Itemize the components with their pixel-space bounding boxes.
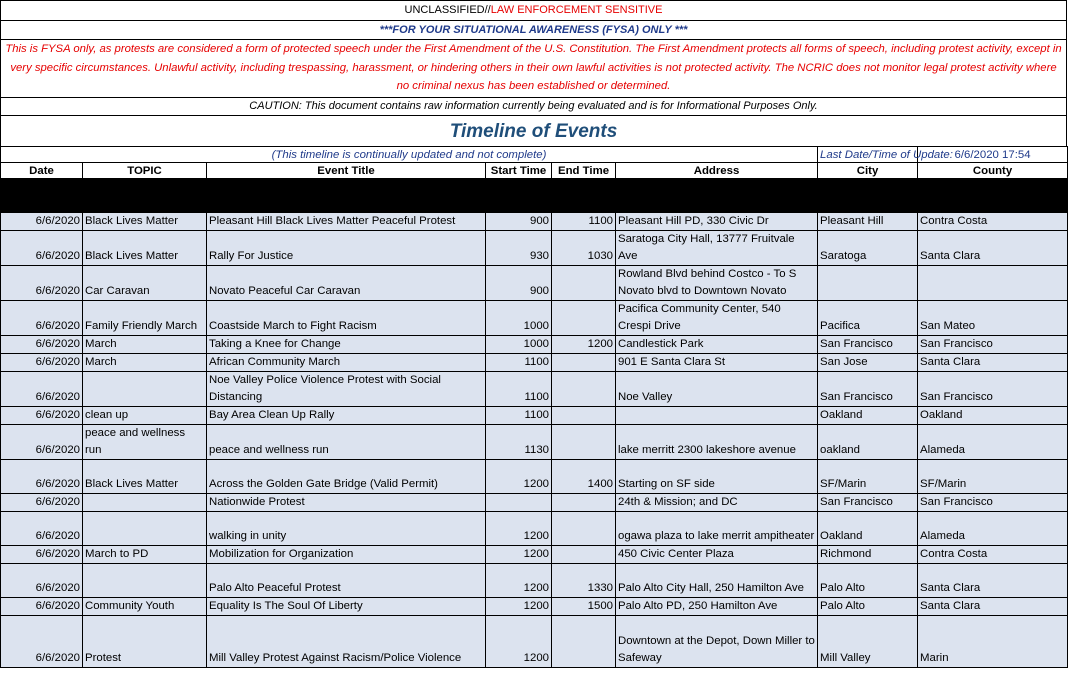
cell-start-time: 1200 [486, 512, 552, 546]
cell-start-time: 1100 [486, 407, 552, 425]
cell-end-time: 1200 [552, 336, 616, 354]
cell-address: Palo Alto City Hall, 250 Hamilton Ave [616, 564, 818, 598]
cell-end-time [552, 546, 616, 564]
classification-banner [0, 0, 1067, 20]
cell-start-time: 1200 [486, 546, 552, 564]
cell-date: 6/6/2020 [1, 494, 83, 512]
col-header-city: City [818, 163, 918, 179]
cell-end-time [552, 354, 616, 372]
cell-event-title: Mobilization for Organization [207, 546, 486, 564]
cell-address: Saratoga City Hall, 13777 Fruitvale Ave [616, 231, 818, 266]
cell-date: 6/6/2020 [1, 213, 83, 231]
cell-address: Candlestick Park [616, 336, 818, 354]
table-row [1, 546, 1068, 564]
cell-event-title: Mill Valley Protest Against Racism/Police Violence [207, 616, 486, 668]
cell-county: Contra Costa [918, 546, 1068, 564]
cell-date: 6/6/2020 [1, 546, 83, 564]
table-row [1, 354, 1068, 372]
cell-city: Saratoga [818, 231, 918, 266]
cell-city: Mill Valley [818, 616, 918, 668]
table-row [1, 564, 1068, 598]
cell-city: Richmond [818, 546, 918, 564]
cell-event-title: Nationwide Protest [207, 494, 486, 512]
cell-address: Palo Alto PD, 250 Hamilton Ave [616, 598, 818, 616]
cell-city: Oakland [818, 512, 918, 546]
cell-end-time: 1500 [552, 598, 616, 616]
cell-event-title: Coastside March to Fight Racism [207, 301, 486, 336]
cell-city: Palo Alto [818, 598, 918, 616]
cell-county: Oakland [918, 407, 1068, 425]
cell-topic: Family Friendly March [83, 301, 207, 336]
cell-address: 24th & Mission; and DC [616, 494, 818, 512]
cell-city: Palo Alto [818, 564, 918, 598]
cell-address: lake merritt 2300 lakeshore avenue [616, 425, 818, 460]
cell-date: 6/6/2020 [1, 460, 83, 494]
table-row [1, 460, 1068, 494]
cell-county: San Francisco [918, 336, 1068, 354]
cell-start-time: 1200 [486, 564, 552, 598]
cell-city: Pleasant Hill [818, 213, 918, 231]
cell-topic: clean up [83, 407, 207, 425]
cell-address: Pleasant Hill PD, 330 Civic Dr [616, 213, 818, 231]
cell-event-title: Taking a Knee for Change [207, 336, 486, 354]
cell-address: Noe Valley [616, 372, 818, 407]
cell-county: Santa Clara [918, 354, 1068, 372]
cell-topic: Black Lives Matter [83, 231, 207, 266]
cell-topic: Black Lives Matter [83, 460, 207, 494]
cell-start-time: 1200 [486, 616, 552, 668]
cell-city: San Francisco [818, 372, 918, 407]
cell-start-time: 1000 [486, 301, 552, 336]
cell-end-time: 1100 [552, 213, 616, 231]
cell-city: San Jose [818, 354, 918, 372]
cell-city [818, 266, 918, 301]
cell-county: San Mateo [918, 301, 1068, 336]
cell-end-time [552, 494, 616, 512]
cell-date: 6/6/2020 [1, 301, 83, 336]
cell-event-title: Bay Area Clean Up Rally [207, 407, 486, 425]
last-update-label: Last Date/Time of Update: [818, 147, 918, 163]
cell-county: Contra Costa [918, 213, 1068, 231]
cell-address: Downtown at the Depot, Down Miller to Safeway [616, 616, 818, 668]
cell-event-title: Equality Is The Soul Of Liberty [207, 598, 486, 616]
col-header-topic: TOPIC [83, 163, 207, 179]
redacted-row [1, 179, 1068, 213]
cell-date: 6/6/2020 [1, 231, 83, 266]
cell-start-time: 1100 [486, 372, 552, 407]
cell-county: Alameda [918, 425, 1068, 460]
cell-start-time: 930 [486, 231, 552, 266]
cell-county: Santa Clara [918, 564, 1068, 598]
cell-start-time: 1200 [486, 460, 552, 494]
cell-end-time [552, 425, 616, 460]
last-update-value: 6/6/2020 17:54 [918, 147, 1068, 163]
timeline-meta-row [1, 147, 1068, 163]
cell-date: 6/6/2020 [1, 616, 83, 668]
cell-city: Pacifica [818, 301, 918, 336]
cell-topic: Protest [83, 616, 207, 668]
cell-city: San Francisco [818, 494, 918, 512]
cell-end-time: 1030 [552, 231, 616, 266]
cell-date: 6/6/2020 [1, 407, 83, 425]
cell-address: Pacifica Community Center, 540 Crespi Drive [616, 301, 818, 336]
cell-date: 6/6/2020 [1, 372, 83, 407]
cell-event-title: walking in unity [207, 512, 486, 546]
cell-city: oakland [818, 425, 918, 460]
cell-county: Alameda [918, 512, 1068, 546]
col-header-county: County [918, 163, 1068, 179]
table-row [1, 598, 1068, 616]
cell-city: San Francisco [818, 336, 918, 354]
cell-county: San Francisco [918, 494, 1068, 512]
fysa-title: ***FOR YOUR SITUATIONAL AWARENESS (FYSA) ONLY *** [0, 20, 1067, 39]
cell-topic [83, 494, 207, 512]
table-row [1, 231, 1068, 266]
cell-address [616, 407, 818, 425]
cell-start-time: 1200 [486, 598, 552, 616]
redaction-bar [1, 179, 1068, 213]
table-row [1, 372, 1068, 407]
cell-end-time [552, 266, 616, 301]
cell-date: 6/6/2020 [1, 512, 83, 546]
cell-county: San Francisco [918, 372, 1068, 407]
cell-start-time: 1000 [486, 336, 552, 354]
cell-end-time [552, 407, 616, 425]
cell-event-title: African Community March [207, 354, 486, 372]
cell-event-title: Novato Peaceful Car Caravan [207, 266, 486, 301]
cell-end-time: 1400 [552, 460, 616, 494]
cell-topic: Car Caravan [83, 266, 207, 301]
cell-event-title: Noe Valley Police Violence Protest with Social Distancing [207, 372, 486, 407]
cell-topic: March to PD [83, 546, 207, 564]
cell-event-title: Palo Alto Peaceful Protest [207, 564, 486, 598]
page-title: Timeline of Events [0, 115, 1067, 146]
table-row [1, 336, 1068, 354]
cell-start-time: 900 [486, 213, 552, 231]
cell-address: Starting on SF side [616, 460, 818, 494]
cell-county: Marin [918, 616, 1068, 668]
col-header-end-time: End Time [552, 163, 616, 179]
cell-event-title: Across the Golden Gate Bridge (Valid Permit) [207, 460, 486, 494]
table-row [1, 425, 1068, 460]
col-header-start-time: Start Time [486, 163, 552, 179]
table-row [1, 512, 1068, 546]
cell-city: Oakland [818, 407, 918, 425]
cell-event-title: peace and wellness run [207, 425, 486, 460]
cell-topic [83, 512, 207, 546]
cell-date: 6/6/2020 [1, 266, 83, 301]
cell-event-title: Pleasant Hill Black Lives Matter Peaceful Protest [207, 213, 486, 231]
cell-topic: March [83, 336, 207, 354]
table-row [1, 494, 1068, 512]
cell-topic [83, 564, 207, 598]
cell-address: ogawa plaza to lake merrit ampitheater [616, 512, 818, 546]
cell-date: 6/6/2020 [1, 598, 83, 616]
cell-topic: Community Youth [83, 598, 207, 616]
cell-event-title: Rally For Justice [207, 231, 486, 266]
cell-start-time: 900 [486, 266, 552, 301]
cell-county: Santa Clara [918, 598, 1068, 616]
classification-prefix: UNCLASSIFIED// [404, 4, 491, 16]
cell-end-time [552, 301, 616, 336]
cell-topic: March [83, 354, 207, 372]
cell-topic: Black Lives Matter [83, 213, 207, 231]
timeline-note: (This timeline is continually updated and not complete) [1, 147, 818, 163]
cell-topic [83, 372, 207, 407]
cell-end-time [552, 512, 616, 546]
caution-note: CAUTION: This document contains raw information currently being evaluated and is for Informational Purposes Only. [0, 97, 1067, 115]
cell-date: 6/6/2020 [1, 425, 83, 460]
cell-county: SF/Marin [918, 460, 1068, 494]
col-header-event-title: Event Title [207, 163, 486, 179]
cell-end-time [552, 616, 616, 668]
cell-date: 6/6/2020 [1, 336, 83, 354]
cell-start-time: 1130 [486, 425, 552, 460]
cell-city: SF/Marin [818, 460, 918, 494]
cell-end-time: 1330 [552, 564, 616, 598]
fysa-disclaimer: This is FYSA only, as protests are considered a form of protected speech under the First Amendment of the U.S. Constitution. The First Amendment protects all forms of speech, including protest activity, except in very specific circumstances. Unlawful activity, including trespassing, harassment, or hindering others in their own lawful activities is not protected activity. The NCRIC does not monitor legal protest activity where no criminal nexus has been established or determined. [0, 39, 1067, 97]
col-header-address: Address [616, 163, 818, 179]
cell-start-time: 1100 [486, 354, 552, 372]
col-header-date: Date [1, 163, 83, 179]
table-row [1, 266, 1068, 301]
events-table [0, 146, 1068, 668]
cell-address: Rowland Blvd behind Costco - To S Novato blvd to Downtown Novato [616, 266, 818, 301]
table-header-row [1, 163, 1068, 179]
cell-end-time [552, 372, 616, 407]
table-row [1, 407, 1068, 425]
classification-label: LAW ENFORCEMENT SENSITIVE [490, 4, 663, 16]
table-row [1, 213, 1068, 231]
cell-county [918, 266, 1068, 301]
cell-address: 450 Civic Center Plaza [616, 546, 818, 564]
table-row [1, 616, 1068, 668]
cell-start-time [486, 494, 552, 512]
cell-date: 6/6/2020 [1, 564, 83, 598]
cell-address: 901 E Santa Clara St [616, 354, 818, 372]
table-row [1, 301, 1068, 336]
cell-county: Santa Clara [918, 231, 1068, 266]
cell-date: 6/6/2020 [1, 354, 83, 372]
cell-topic: peace and wellness run [83, 425, 207, 460]
